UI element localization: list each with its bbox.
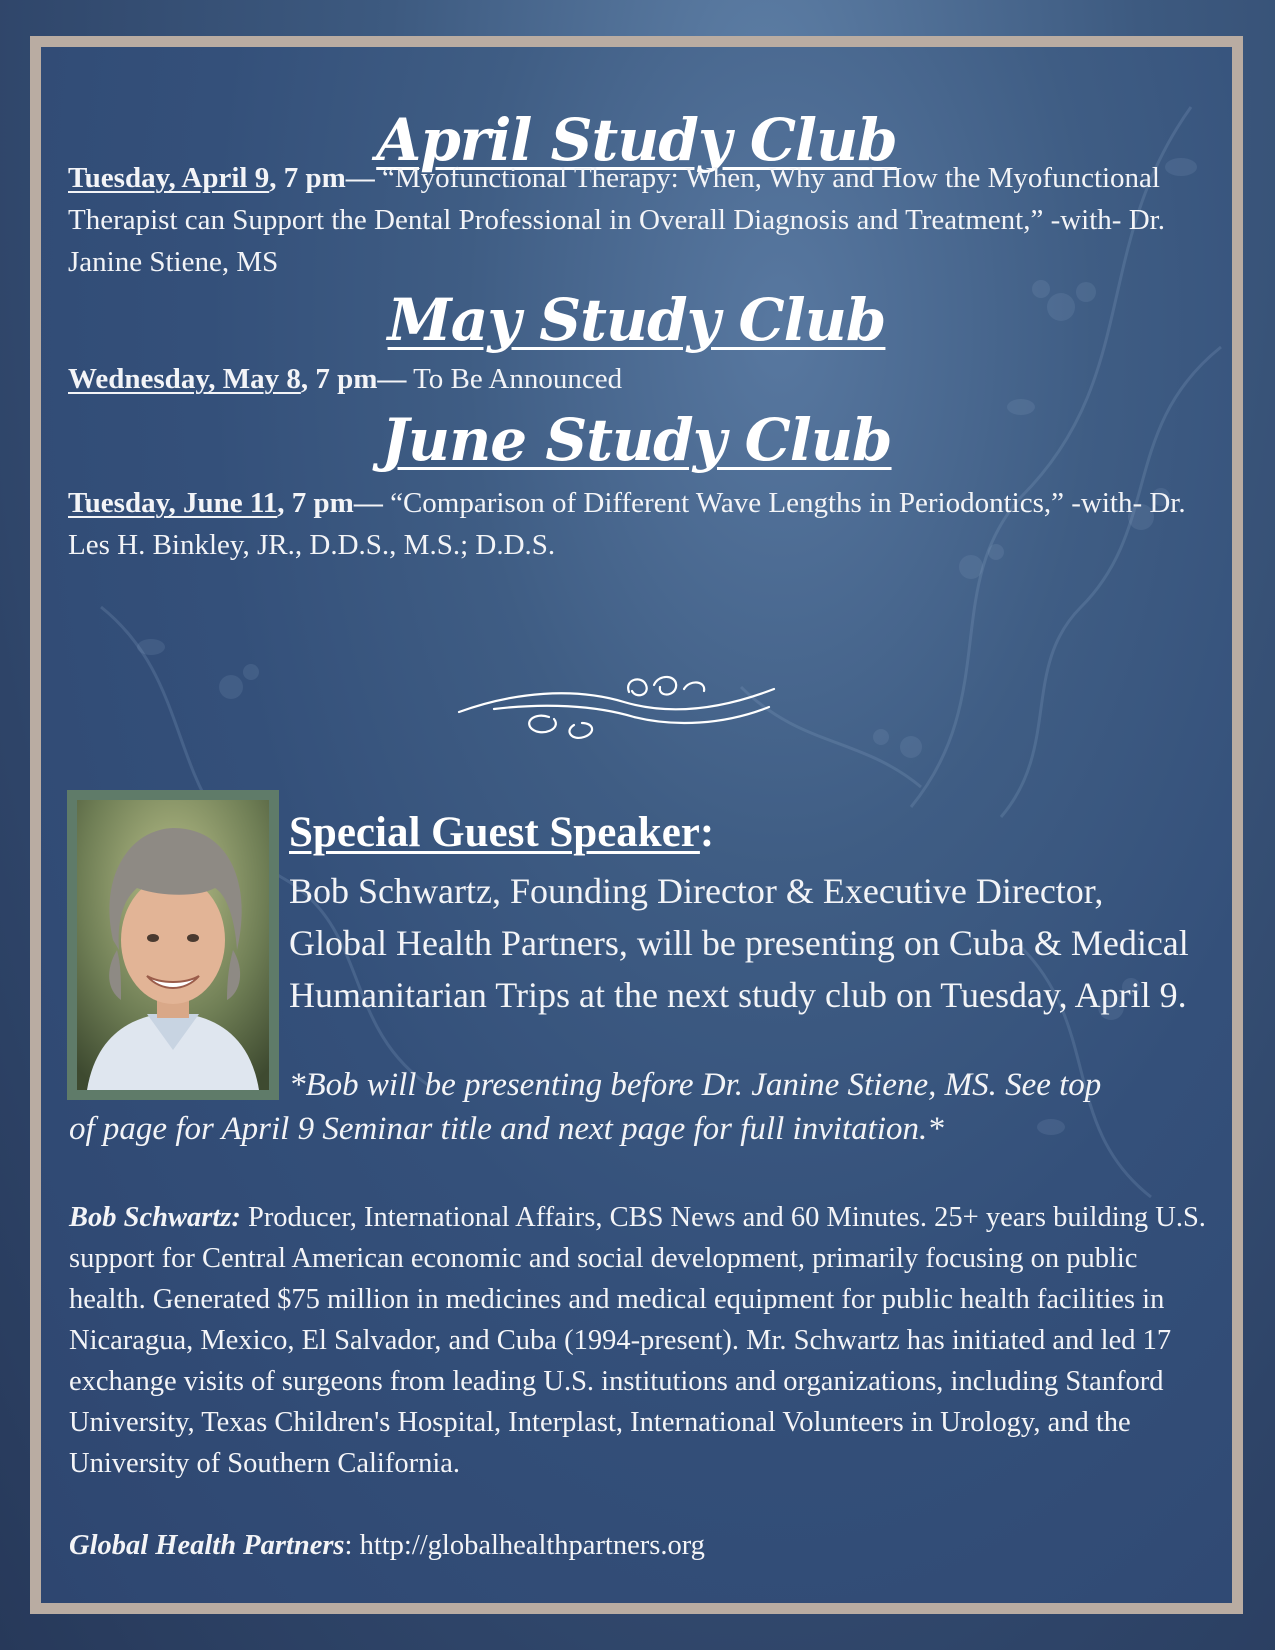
speaker-bio: Bob Schwartz, Founding Director & Executive Director, Global Health Partners, will be presenting on Cuba & Medical Humanitarian Trips at the next study club on Tuesday, April 9. bbox=[289, 871, 1189, 1015]
june-date: Tuesday, June 11 bbox=[68, 487, 278, 519]
june-time: , 7 pm— bbox=[277, 487, 383, 519]
june-heading: June Study Club bbox=[381, 406, 892, 474]
flourish-ornament-icon bbox=[454, 667, 784, 747]
about-text: Producer, International Affairs, CBS News and 60 Minutes. 25+ years building U.S. support for Central American economic and social development, primarily focusing on public health. Generated $75 million in medicines and medical equipment for public health facilities in Nicaragua, Mexico, El Salvador, and Cuba (1994-present). Mr. Schwartz has initiated and led 17 exchange visits of surgeons from leading U.S. institutions and organizations, including Stanford University, Texas Children's Hospital, Interplast, International Volunteers in Urology, and the University of Southern California. bbox=[69, 1202, 1206, 1479]
org-url-link[interactable]: http://globalhealthpartners.org bbox=[359, 1530, 705, 1561]
may-date: Wednesday, May 8 bbox=[68, 363, 301, 395]
special-guest-heading: Special Guest Speaker: bbox=[289, 809, 715, 856]
speaker-photo bbox=[67, 790, 279, 1100]
org-website: Global Health Partners: http://globalhealthpartners.org bbox=[69, 1530, 705, 1561]
speaker-about bbox=[69, 1197, 1209, 1484]
about-name: Bob Schwartz: bbox=[69, 1202, 241, 1233]
may-heading: May Study Club bbox=[387, 286, 886, 354]
flyer-frame bbox=[30, 36, 1243, 1614]
org-name: Global Health Partners bbox=[69, 1530, 345, 1561]
speaker-note bbox=[69, 1063, 1209, 1151]
april-date: Tuesday, April 9 bbox=[68, 162, 270, 194]
may-time: , 7 pm— bbox=[300, 363, 407, 395]
may-entry bbox=[68, 358, 1208, 400]
april-entry bbox=[68, 157, 1208, 283]
april-heading: April Study Club bbox=[376, 106, 897, 174]
speaker-note-line-1: *Bob will be presenting before Dr. Janine Stiene, MS. See top bbox=[289, 1067, 1102, 1103]
may-description: To Be Announced bbox=[406, 363, 623, 395]
june-entry bbox=[68, 482, 1208, 566]
april-description: “Myofunctional Therapy: When, Why and How the Myofunctional Therapist can Support the Dental Professional in Overall Diagnosis and Treatment,” -with- Dr. Janine Stiene, MS bbox=[68, 162, 1165, 278]
speaker-note-line-2: of page for April 9 Seminar title and next page for full invitation.* bbox=[69, 1111, 944, 1147]
april-time: , 7 pm— bbox=[269, 162, 375, 194]
speaker-portrait-icon bbox=[77, 800, 269, 1090]
june-description: “Comparison of Different Wave Lengths in Periodontics,” -with- Dr. Les H. Binkley, JR., D.D.S., M.S.; D.D.S. bbox=[68, 487, 1186, 561]
